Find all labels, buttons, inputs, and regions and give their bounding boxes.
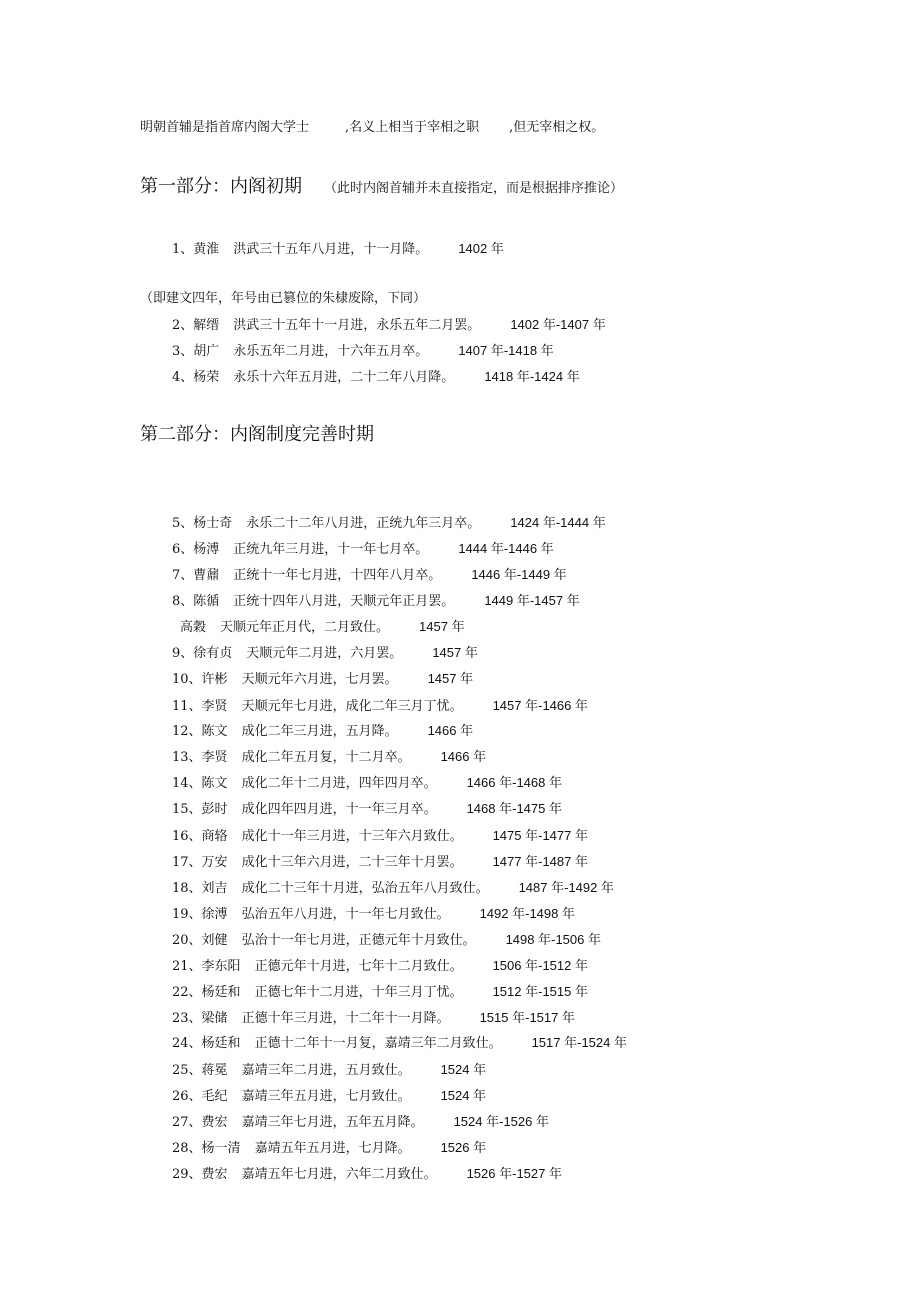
entry-years: 1418 年-1424 年 [484,369,580,384]
entry-years: 1466 年 [440,749,487,764]
list-item [172,828,588,845]
entry-name: 黄淮 [193,242,220,257]
entry-description: 嘉靖三年七月进，五年五月降。 [241,1115,424,1130]
entry-years: 1524 年 [440,1088,487,1103]
entry-description: 嘉靖三年五月进，七月致仕。 [241,1089,411,1104]
entry-description: 正德十年三月进，十二年十一月降。 [241,1011,450,1026]
list-item [172,723,473,740]
entry-years: 1524 年 [440,1062,487,1077]
entry-description: 天顺元年七月进，成化二年三月丁忧。 [241,699,463,714]
list-item [180,619,465,636]
list-item [172,749,486,766]
entry-number: 3、 [172,344,194,359]
entry-name: 杨荣 [193,370,220,385]
entry-description: 嘉靖五年五月进，七月降。 [254,1141,411,1156]
entry-number: 25、 [172,1063,202,1078]
entry-years: 1466 年-1468 年 [466,775,562,790]
entry-years: 1457 年 [432,645,478,660]
entry-number: 5、 [172,516,194,531]
list-item [172,932,601,949]
entry-number: 4、 [172,370,194,385]
entry-description: 天顺元年二月进，六月罢。 [246,646,403,661]
entry-description: 成化十一年三月进，十三年六月致仕。 [241,829,463,844]
entry-number: 20、 [172,933,202,948]
entry-number: 16、 [172,829,202,844]
list-item [172,1088,486,1105]
section-1-title: 第一部分：内阁初期 [140,176,302,197]
entry-description: 成化二年五月复，十二月卒。 [241,750,411,765]
entry-name: 胡广 [193,344,220,359]
list-item [172,343,554,360]
entry-number: 11、 [172,699,202,714]
entry-number: 28、 [172,1141,202,1156]
list-item [172,317,606,334]
section-1-note: （此时内阁首辅并未直接指定，而是根据排序推论） [324,181,624,196]
entry-description: 天顺元年正月代，二月致仕。 [220,620,390,635]
entry-years: 1444 年-1446 年 [458,541,554,556]
entry-name: 杨溥 [193,542,220,557]
entry-number: 1、 [172,242,194,257]
entry-description: 正统十四年八月进，天顺元年正月罢。 [233,594,455,609]
list-item [172,698,588,715]
entry-name: 许彬 [201,672,228,687]
intro-text-3: ,但无宰相之权。 [509,120,605,135]
entry-description: 正德元年十月进，七年十二月致仕。 [254,959,463,974]
list-item [172,984,588,1001]
list-item [172,515,606,532]
intro-text-1: 明朝首辅是指首席内阁大学士 [140,120,310,135]
remark-line: （即建文四年，年号由已篡位的朱棣废除，下同） [140,291,427,306]
entry-years: 1475 年-1477 年 [492,828,588,843]
entry-years: 1506 年-1512 年 [492,958,588,973]
entry-years: 1526 年 [440,1140,487,1155]
list-item [172,775,562,792]
entry-years: 1446 年-1449 年 [471,567,567,582]
section-2-title: 第二部分：内阁制度完善时期 [140,424,374,445]
entry-description: 天顺元年六月进，七月罢。 [241,672,398,687]
entry-years: 1457 年 [419,619,465,634]
entry-name: 徐溥 [201,907,228,922]
list-item [172,241,504,258]
entry-years: 1466 年 [427,723,474,738]
list-item [172,541,554,558]
entry-number: 19、 [172,907,202,922]
intro-line [140,120,604,136]
entry-description: 正统十一年七月进，十四年八月卒。 [233,568,442,583]
entry-years: 1524 年-1526 年 [453,1114,549,1129]
list-item [172,958,588,975]
entry-number: 27、 [172,1115,202,1130]
list-item [172,854,588,871]
entry-name: 杨廷和 [201,985,241,1000]
list-item [172,880,614,897]
entry-name: 梁储 [201,1011,228,1026]
entry-number: 17、 [172,855,202,870]
entry-years: 1449 年-1457 年 [484,593,580,608]
entry-description: 弘治十一年七月进，正德元年十月致仕。 [241,933,476,948]
list-item [172,1114,549,1131]
entry-years: 1457 年-1466 年 [492,698,588,713]
entry-name: 徐有贞 [193,646,233,661]
list-item [172,645,478,662]
entry-name: 杨一清 [201,1141,241,1156]
entry-description: 嘉靖五年七月进，六年二月致仕。 [241,1167,437,1182]
section-2-heading [140,424,374,446]
list-item [172,369,580,386]
entry-name: 杨士奇 [193,516,233,531]
entry-description: 弘治五年八月进，十一年七月致仕。 [241,907,450,922]
entry-description: 永乐二十二年八月进，正统九年三月卒。 [246,516,481,531]
list-item [172,671,473,688]
entry-name: 李东阳 [201,959,241,974]
list-item [172,1166,562,1183]
entry-name: 毛纪 [201,1089,228,1104]
entry-years: 1498 年-1506 年 [505,932,601,947]
entry-description: 正德十二年十一月复，嘉靖三年二月致仕。 [254,1036,502,1051]
entry-years: 1407 年-1418 年 [458,343,554,358]
entry-name: 解缙 [193,318,220,333]
entry-name: 刘健 [201,933,228,948]
list-item [172,593,580,610]
entry-name: 刘吉 [201,881,228,896]
list-item [172,1010,575,1027]
entry-name: 彭时 [201,802,228,817]
entry-number: 15、 [172,802,202,817]
entry-name: 陈循 [193,594,220,609]
entry-number: 18、 [172,881,202,896]
list-item [172,1062,486,1079]
entry-years: 1515 年-1517 年 [479,1010,575,1025]
entry-description: 成化二年十二月进，四年四月卒。 [241,776,437,791]
entry-number: 14、 [172,776,202,791]
entry-number: 10、 [172,672,202,687]
entry-number: 2、 [172,318,194,333]
entry-years: 1468 年-1475 年 [466,801,562,816]
entry-name: 李贤 [201,699,228,714]
entry-description: 洪武三十五年十一月进，永乐五年二月罢。 [233,318,481,333]
list-item [172,567,567,584]
entry-description: 正德七年十二月进，十年三月丁忧。 [254,985,463,1000]
entry-description: 成化二年三月进，五月降。 [241,724,398,739]
entry-years: 1487 年-1492 年 [518,880,614,895]
entry-name: 高穀 [180,620,207,635]
entry-number: 29、 [172,1167,202,1182]
entry-name: 蒋冕 [201,1063,228,1078]
entry-description: 成化十三年六月进，二十三年十月罢。 [241,855,463,870]
entry-name: 曹鼐 [193,568,220,583]
entry-description: 永乐十六年五月进，二十二年八月降。 [233,370,455,385]
entry-years: 1512 年-1515 年 [492,984,588,999]
list-item [172,1140,486,1157]
intro-text-2: ,名义上相当于宰相之职 [345,120,480,135]
entry-years: 1492 年-1498 年 [479,906,575,921]
entry-number: 13、 [172,750,202,765]
entry-number: 21、 [172,959,202,974]
entry-number: 8、 [172,594,194,609]
entry-number: 22、 [172,985,202,1000]
entry-name: 杨廷和 [201,1036,241,1051]
entry-description: 嘉靖三年二月进，五月致仕。 [241,1063,411,1078]
entry-name: 万安 [201,855,228,870]
entry-name: 李贤 [201,750,228,765]
entry-description: 正统九年三月进，十一年七月卒。 [233,542,429,557]
entry-years: 1424 年-1444 年 [510,515,606,530]
section-1-heading [140,176,623,200]
list-item [172,906,575,923]
entry-name: 费宏 [201,1115,228,1130]
entry-years: 1457 年 [427,671,474,686]
entry-description: 永乐五年二月进，十六年五月卒。 [233,344,429,359]
entry-years: 1526 年-1527 年 [466,1166,562,1181]
entry-years: 1402 年 [458,241,504,256]
list-item [172,801,562,818]
entry-name: 费宏 [201,1167,228,1182]
entry-description: 洪武三十五年八月进，十一月降。 [233,242,429,257]
entry-number: 24、 [172,1036,202,1051]
entry-number: 12、 [172,724,202,739]
entry-years: 1402 年-1407 年 [510,317,606,332]
entry-years: 1477 年-1487 年 [492,854,588,869]
entry-number: 6、 [172,542,194,557]
entry-name: 商辂 [201,829,228,844]
list-item [172,1035,627,1052]
entry-number: 23、 [172,1011,202,1026]
entry-number: 9、 [172,646,194,661]
entry-description: 成化二十三年十月进，弘治五年八月致仕。 [241,881,489,896]
entry-years: 1517 年-1524 年 [531,1035,627,1050]
entry-name: 陈文 [201,724,228,739]
entry-number: 7、 [172,568,194,583]
entry-number: 26、 [172,1089,202,1104]
entry-description: 成化四年四月进，十一年三月卒。 [241,802,437,817]
entry-name: 陈文 [201,776,228,791]
